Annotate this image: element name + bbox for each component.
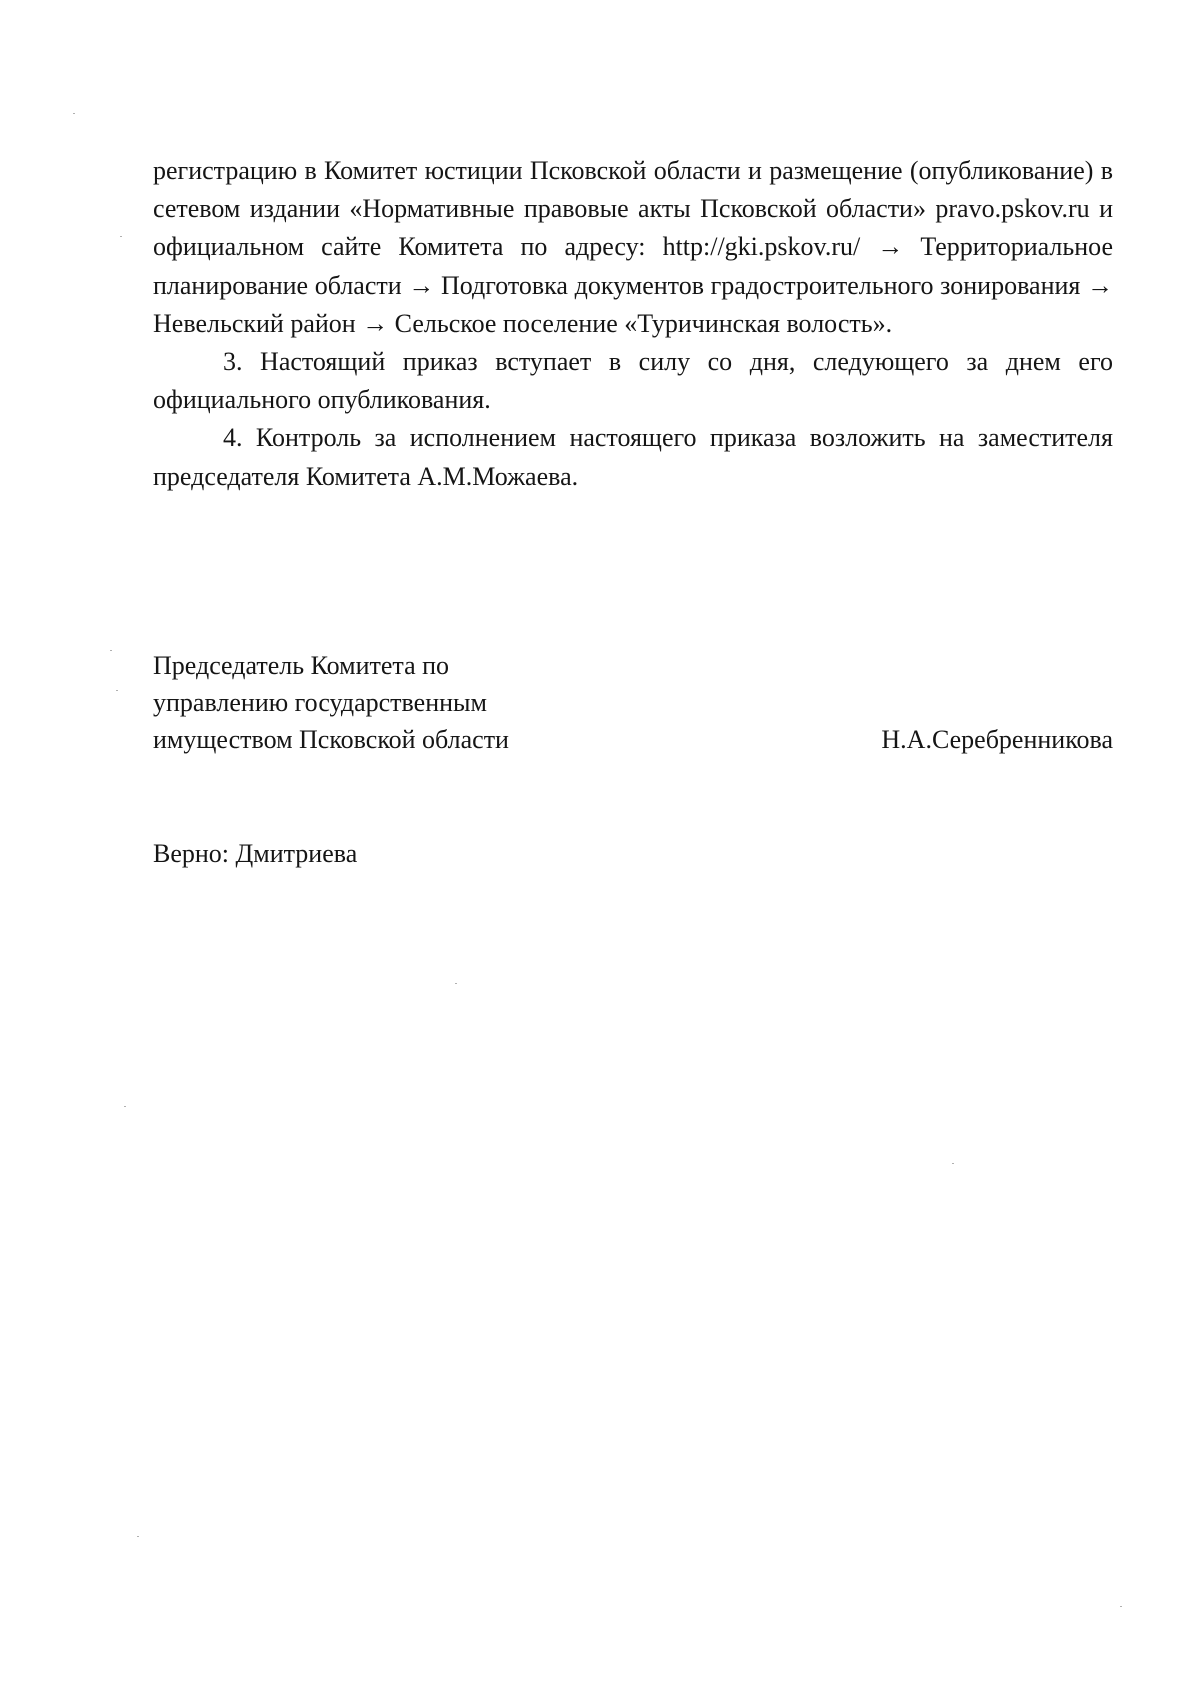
signature-row: [153, 721, 1113, 758]
paragraph-item-3: 3. Настоящий приказ вступает в силу со дня, следующего за днем его официального опубликования.: [153, 347, 1113, 415]
signer-position-line-3: имуществом Псковской области: [153, 725, 509, 754]
scan-speck: [116, 690, 118, 691]
paragraph-continuation: регистрацию в Комитет юстиции Псковской области и размещение (опубликование) в сетевом издании «Нормативные правовые акты Псковской области» pravo.pskov.ru и официальном сайте Комитета по адресу: http://gki.pskov.ru/ → Территориальное планирование области → Подготовка документов градостроительного зонирования → Невельский район → Сельское поселение «Туричинская волость».: [153, 156, 1113, 338]
scan-speck: [73, 113, 75, 114]
scan-speck: [124, 1106, 126, 1107]
scan-speck: [455, 983, 457, 984]
document-body: [153, 152, 1113, 496]
scan-speck: [1120, 1606, 1122, 1607]
scan-speck: [137, 1536, 139, 1537]
signer-position-line-1: Председатель Комитета по: [153, 651, 450, 680]
signature-block: [153, 647, 1113, 758]
scan-speck: [120, 236, 122, 237]
scan-speck: [110, 650, 112, 651]
signer-name: Н.А.Серебренникова: [881, 725, 1113, 754]
scan-speck: [952, 1163, 954, 1164]
certification-note: Верно: Дмитриева: [153, 839, 358, 868]
paragraph-item-4: 4. Контроль за исполнением настоящего приказа возложить на заместителя председателя Комитета А.М.Можаева.: [153, 423, 1113, 491]
signer-position-line-2: управлению государственным: [153, 688, 487, 717]
